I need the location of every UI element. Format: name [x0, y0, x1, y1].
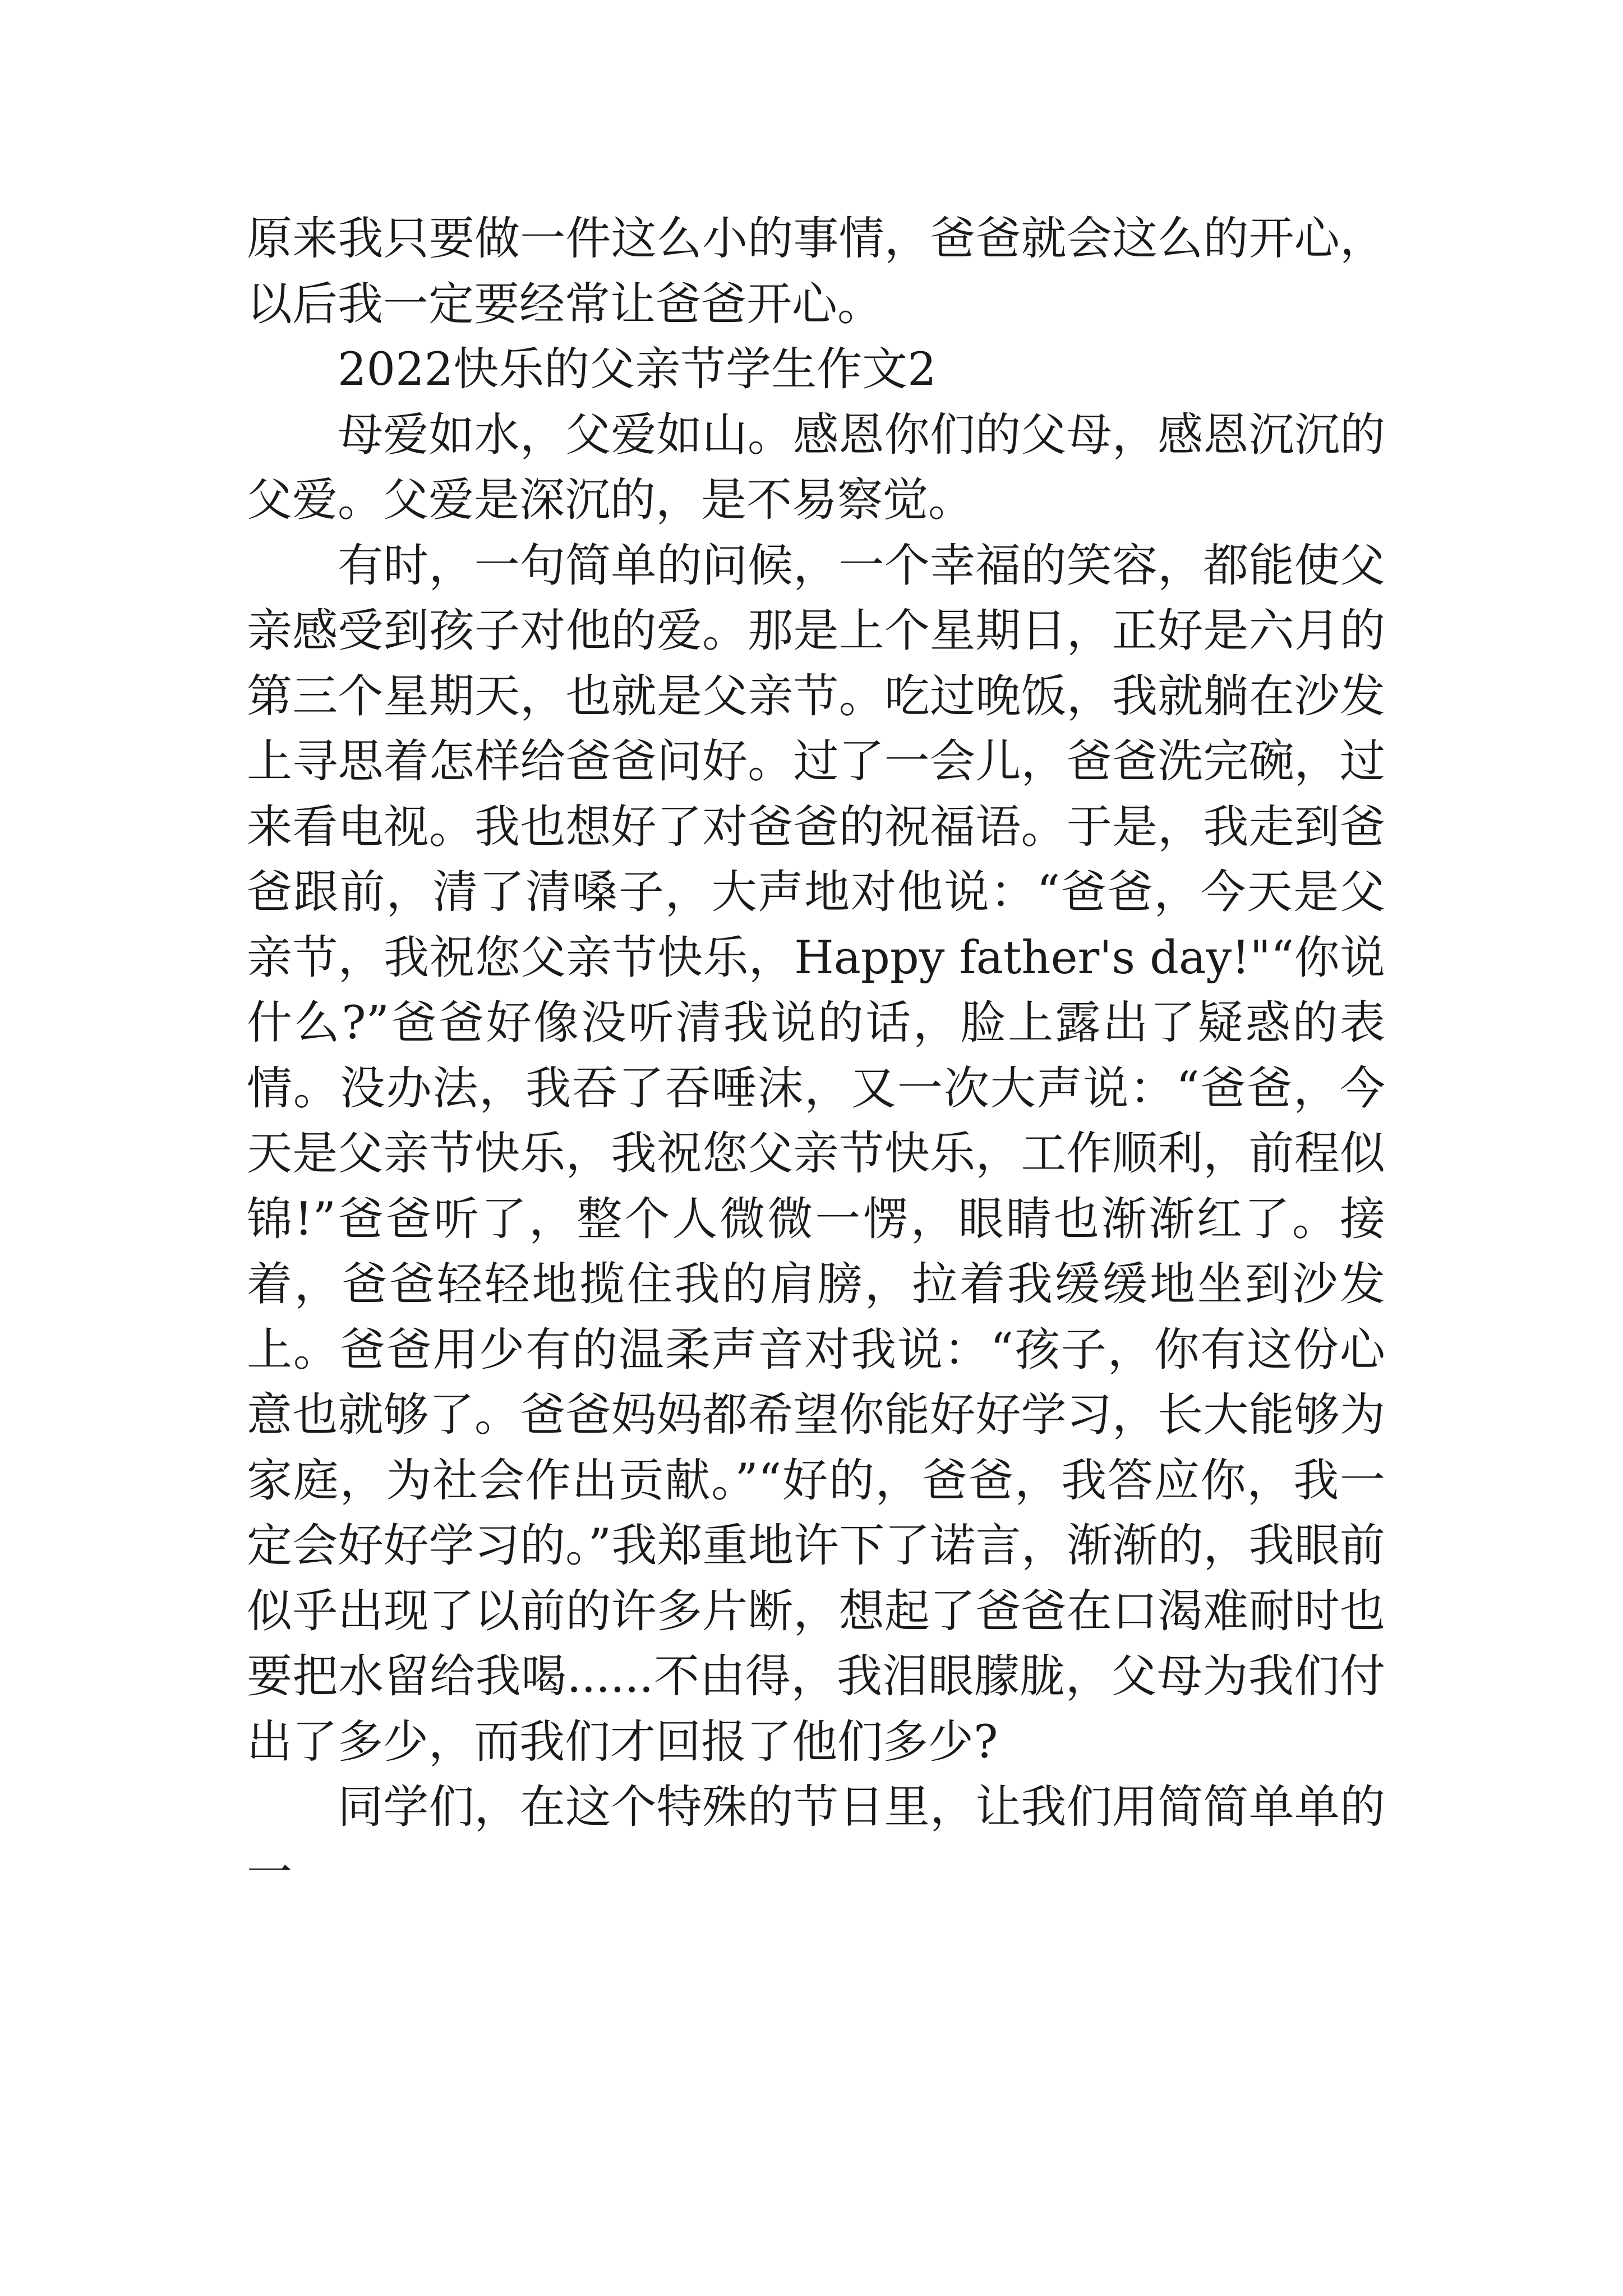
paragraph-closing: 同学们，在这个特殊的节日里，让我们用简简单单的一	[247, 1781, 1385, 1899]
paragraph-intro: 母爱如水，父爱如山。感恩你们的父母，感恩沉沉的父爱。父爱是深沉的，是不易察觉。	[247, 408, 1385, 527]
paragraph-story: 有时，一句简单的问候，一个幸福的笑容，都能使父亲感受到孩子对他的爱。那是上个星期日，正好是六月的第三个星期天，也就是父亲节。吃过晚饭，我就躺在沙发上寻思着怎样给爸爸问好。过了一会儿，爸爸洗完碗，过来看电视。我也想好了对爸爸的祝福语。于是，我走到爸爸跟前，清了清嗓子，大声地对他说：“爸爸，今天是父亲节，我祝您父亲节快乐，Happy father's day!"“你说什么?”爸爸好像没听清我说的话，脸上露出了疑惑的表情。没办法，我吞了吞唾沫，又一次大声说：“爸爸，今天是父亲节快乐，我祝您父亲节快乐，工作顺利，前程似锦!”爸爸听了，整个人微微一愣，眼睛也渐渐红了。接着，爸爸轻轻地揽住我的肩膀，拉着我缓缓地坐到沙发上。爸爸用少有的温柔声音对我说：“孩子，你有这份心意也就够了。爸爸妈妈都希望你能好好学习，长大能够为家庭，为社会作出贡献。”“好的，爸爸，我答应你，我一定会好好学习的。”我郑重地许下了诺言，渐渐的，我眼前似乎出现了以前的许多片断，想起了爸爸在口渴难耐时也要把水留给我喝......不由得，我泪眼朦胧，父母为我们付出了多少，而我们才回报了他们多少?	[247, 539, 1385, 1769]
paragraph-continuation: 原来我只要做一件这么小的事情，爸爸就会这么的开心，以后我一定要经常让爸爸开心。	[247, 213, 1385, 331]
document-body	[247, 206, 1385, 1906]
essay-heading: 2022快乐的父亲节学生作文2	[338, 343, 937, 396]
